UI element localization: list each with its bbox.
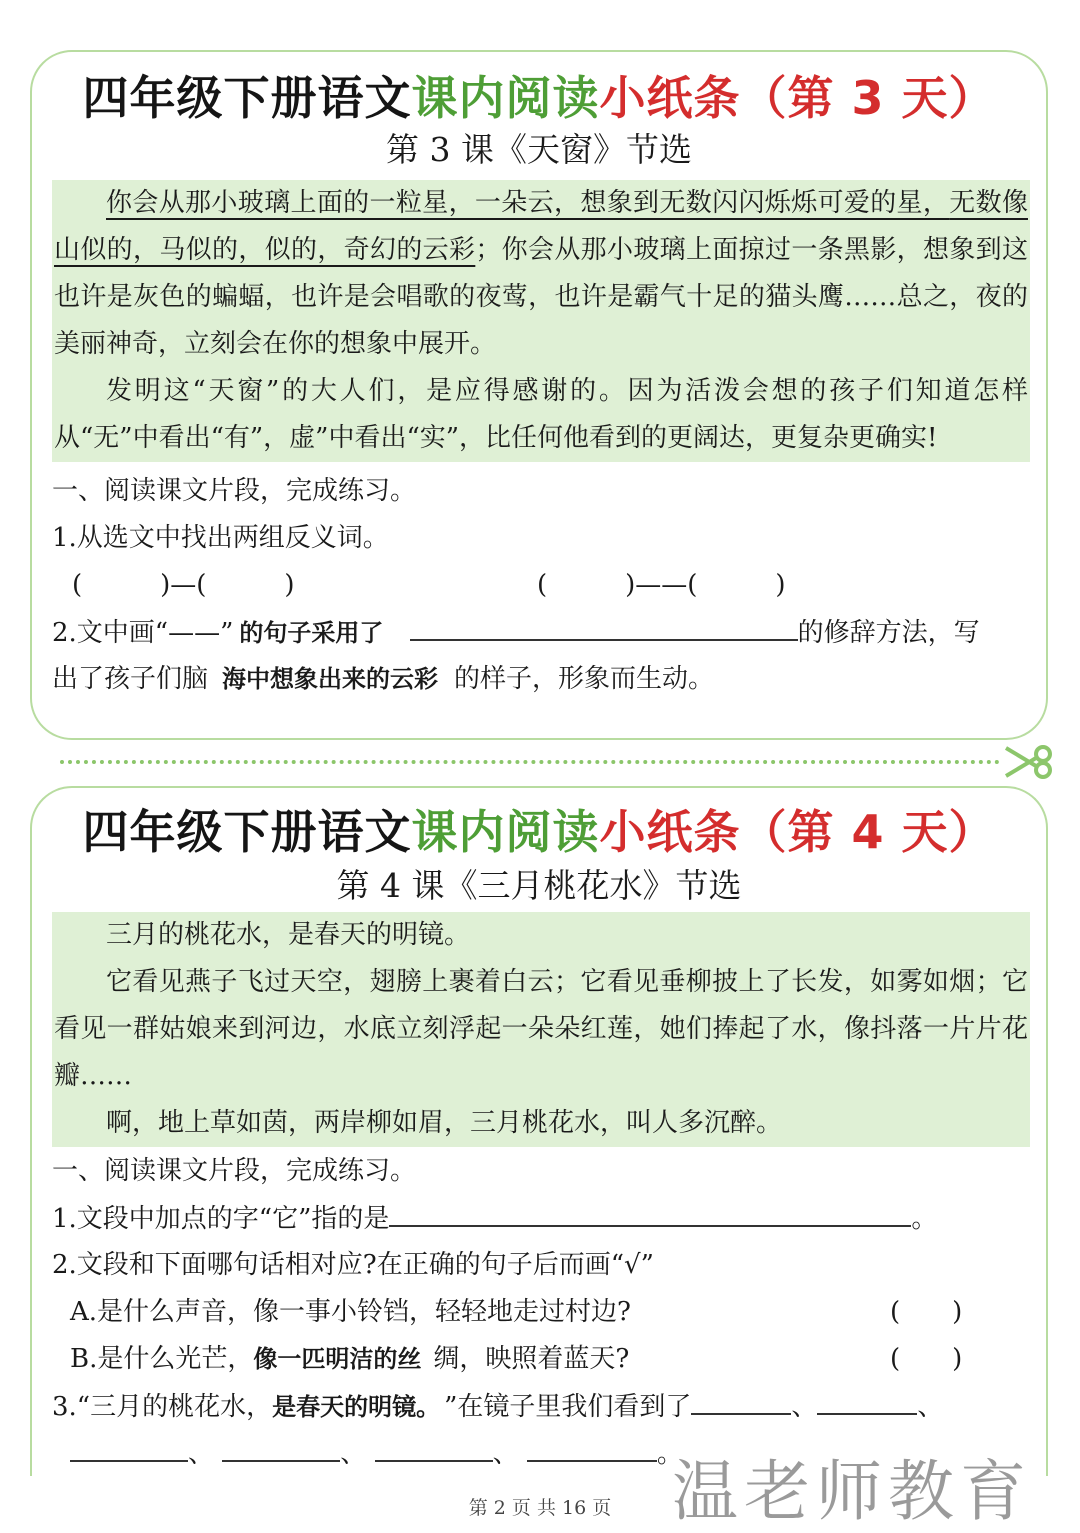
- question-text: 。: [656, 1439, 683, 1469]
- passage-paragraph: 三月的桃花水，是春天的明镜。: [106, 920, 471, 950]
- mirror-answer-blank[interactable]: [817, 1383, 917, 1415]
- passage-excerpt: [52, 912, 1030, 1147]
- option-text: 绸，映照着蓝天?: [433, 1344, 630, 1374]
- title-note-part: 小纸条: [599, 805, 741, 859]
- question-text: 是春天的明镜。: [272, 1393, 429, 1421]
- exercise-heading: 一、阅读课文片段，完成练习。: [52, 1156, 417, 1186]
- option-text: A.是什么声音，像一事小铃铛，轻轻地走过村边?: [70, 1297, 631, 1327]
- passage-paragraph: 它看见燕子飞过天空，翅膀上裹着白云；它看见垂柳披上了长发，如雾如烟；它看见一群姑娘来到河边，水底立刻浮起一朵朵红莲，她们捧起了水，像抖落一片片花瓣……: [54, 967, 1028, 1091]
- mirror-answer-blank[interactable]: [222, 1430, 340, 1462]
- separator: 、: [188, 1439, 215, 1469]
- separator: 、: [492, 1439, 519, 1469]
- mirror-answer-blank[interactable]: [375, 1430, 493, 1462]
- title-note-part: 小纸条: [599, 71, 741, 125]
- lesson-subtitle: 第 3 课《天窗》节选: [386, 130, 692, 169]
- question-text: 的样子，形象而生动。: [454, 664, 715, 694]
- question-text: 2.文中画“——”: [52, 618, 234, 648]
- question-text: ”在镜子里我们看到了: [444, 1392, 692, 1422]
- question-text: 的修辞方法，写: [797, 618, 980, 648]
- antonym-pair-blank[interactable]: ( )—( ): [72, 570, 295, 600]
- option-b-check-box[interactable]: ( ): [890, 1344, 963, 1374]
- title-grade-part: 四年级下册语文: [82, 805, 412, 859]
- option-text: 像一匹明洁的丝: [253, 1345, 422, 1373]
- pronoun-answer-blank[interactable]: [389, 1195, 911, 1227]
- separator: 、: [340, 1439, 367, 1469]
- mirror-answer-blank[interactable]: [691, 1383, 791, 1415]
- mirror-answer-blank[interactable]: [70, 1430, 188, 1462]
- antonym-answer-row: [52, 562, 1030, 609]
- underlined-sentence: 你会从那小玻璃上面的一粒星，一朵云，想象到无数闪闪烁烁可爱的星，: [106, 188, 950, 218]
- question-1: [52, 1195, 1030, 1242]
- question-text: 3.“三月的桃花水，: [52, 1392, 273, 1422]
- question-text: 海中想象出来的云彩: [222, 665, 439, 693]
- question-text: 的句子采用了: [239, 619, 384, 647]
- scissors-icon: [1002, 742, 1054, 782]
- lesson-subtitle: 第 4 课《三月桃花水》节选: [336, 866, 742, 905]
- exercise-heading: 一、阅读课文片段，完成练习。: [52, 476, 417, 506]
- cut-line-divider: [60, 760, 1000, 764]
- title-reading-part: 课内阅读: [411, 71, 600, 125]
- passage-paragraph: 发明这“天窗”的大人们，是应得感谢的。因为活泼会想的孩子们知道怎样从“无”中看出“有”，虚”中看出“实”，比任何他看到的更阔达，更复杂更确实!: [54, 376, 1028, 453]
- question-3: [52, 1383, 1030, 1430]
- separator: 、: [791, 1392, 818, 1422]
- question-text: 出了孩子们脑: [52, 664, 209, 694]
- passage-text: ；你会从那小玻璃上面掠过一条黑影，想象到这也许是灰色的蝙蝠，也许是会唱歌的夜莺，也许是霸气十足的猫头鹰……总之，夜的美丽神奇，立刻会在你的想象中展开。: [54, 235, 1028, 359]
- underlined-sentence: 无数像山似的，马似的，似的，奇幻的云彩: [54, 188, 1028, 265]
- page-number: 第 2 页 共 16 页: [468, 1497, 612, 1519]
- watermark-logo: 温老师教育: [672, 1453, 1032, 1530]
- option-a: [52, 1289, 1030, 1336]
- question-2-continued: [52, 656, 1030, 703]
- option-b: [52, 1336, 1030, 1383]
- question-text: 。: [911, 1204, 938, 1234]
- card-title: [32, 62, 1046, 128]
- option-text: B.是什么光芒，: [70, 1344, 254, 1374]
- title-reading-part: 课内阅读: [411, 805, 600, 859]
- passage-paragraph: 啊，地上草如茵，两岸柳如眉，三月桃花水，叫人多沉醉。: [106, 1108, 783, 1138]
- exercise-section: [52, 1148, 1030, 1477]
- exercise-section: [52, 468, 1030, 703]
- rhetoric-answer-blank[interactable]: [410, 609, 798, 641]
- question-2: 2.文段和下面哪句话相对应?在正确的句子后而画“√”: [52, 1250, 654, 1280]
- card-title: [32, 796, 1046, 862]
- reading-card-day3: [30, 50, 1048, 740]
- question-1: 1.从选文中找出两组反义词。: [52, 523, 389, 553]
- passage-paragraph: [54, 180, 1028, 368]
- passage-excerpt: [52, 180, 1030, 462]
- question-2: [52, 609, 1030, 656]
- title-day-part: （第 4 天）: [740, 805, 996, 859]
- mirror-answer-blank[interactable]: [527, 1430, 657, 1462]
- title-grade-part: 四年级下册语文: [82, 71, 412, 125]
- question-text: 1.文段中加点的字“它”指的是: [52, 1204, 390, 1234]
- option-a-check-box[interactable]: ( ): [890, 1297, 963, 1327]
- title-day-part: （第 3 天）: [740, 71, 996, 125]
- antonym-pair-blank[interactable]: ( )——( ): [537, 570, 786, 600]
- reading-card-day4: [30, 786, 1048, 1476]
- separator: 、: [917, 1392, 944, 1422]
